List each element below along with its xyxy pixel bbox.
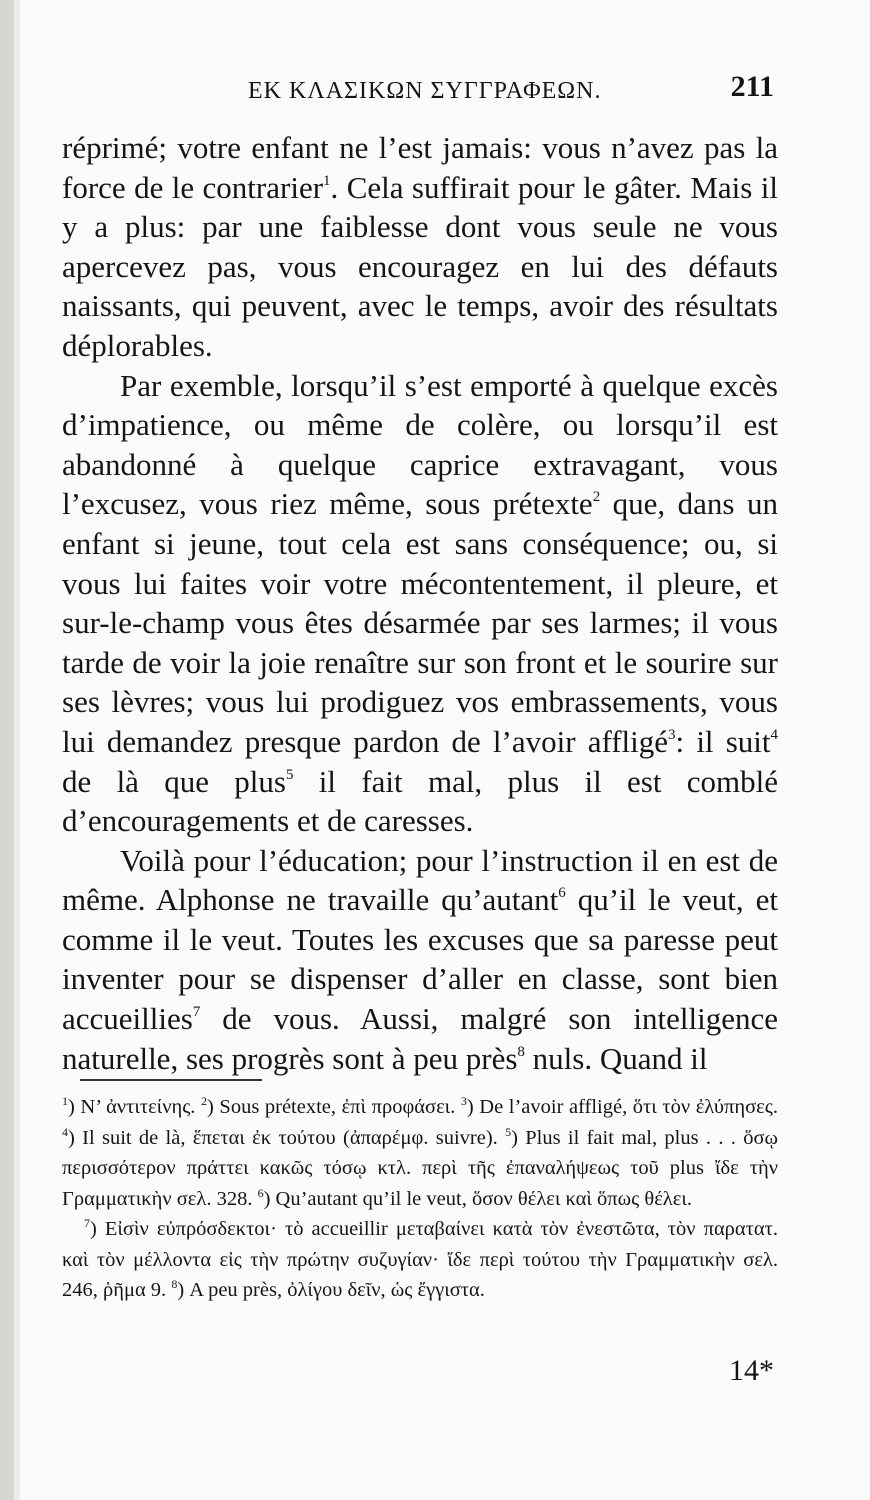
text-run: ) N’ ἀντιτείνης. bbox=[68, 1096, 202, 1118]
page-gutter-edge bbox=[14, 0, 20, 1500]
page-header bbox=[62, 70, 774, 114]
footnote-ref: 3 bbox=[668, 726, 676, 743]
text-run: de là que plus bbox=[62, 763, 286, 799]
paragraph-1 bbox=[62, 128, 778, 366]
footnote-number: 2 bbox=[201, 1094, 208, 1108]
text-run: ) Plus il fait mal, plus . . . ὅσῳ περισσότερον πράττει κακῶς τόσῳ κτλ. περὶ τῆς ἐπαναλήψεως τοῦ plus ἴδε τὴν Γραμματικὴν σελ. 328. bbox=[62, 1126, 778, 1210]
signature-mark: 14* bbox=[729, 1354, 774, 1387]
footnote-number: 7 bbox=[84, 1216, 90, 1230]
text-run: Voilà pour l’éducation; pour l’instruction il en est de même. Alphonse ne travaille qu’autant bbox=[62, 842, 778, 918]
main-text bbox=[62, 128, 778, 1078]
footnote-number: 3 bbox=[460, 1094, 467, 1108]
text-run: il fait mal, plus il est comblé d’encouragements et de caresses. bbox=[62, 763, 778, 839]
footnote-number: 5 bbox=[505, 1124, 512, 1139]
footnote-ref: 7 bbox=[192, 1004, 201, 1021]
text-run: ) De l’avoir affligé, ὅτι τὸν ἐλύπησες. bbox=[466, 1096, 778, 1118]
footnote-ref: 8 bbox=[517, 1043, 525, 1060]
text-run: ) Sous prétexte, ἐπὶ προφάσει. bbox=[207, 1096, 461, 1118]
footnote-number: 4 bbox=[62, 1124, 68, 1139]
text-run: ) A peu près, ὀλίγου δεῖν, ὡς ἔγγιστα. bbox=[177, 1279, 485, 1301]
text-run: : il suit bbox=[675, 723, 771, 759]
footnotes bbox=[62, 1092, 778, 1306]
running-title: ΕΚ ΚΛΑΣΙΚΩΝ ΣΥΓΓΡΑΦΕΩΝ. bbox=[248, 78, 602, 104]
paragraph-3 bbox=[62, 841, 778, 1079]
footnote-number: 8 bbox=[171, 1277, 178, 1291]
footnote-ref: 5 bbox=[286, 766, 294, 783]
footnote-block-2 bbox=[62, 1214, 778, 1306]
text-run: réprimé; votre enfant ne l’est jamais: vous n’avez pas la force de le contrarier bbox=[62, 130, 778, 205]
page-gutter-shadow bbox=[0, 0, 14, 1500]
footnote-block-1 bbox=[62, 1092, 778, 1214]
text-run: qu’il le veut, et comme il le veut. Toutes les excuses que sa paresse peut inventer pour se dispenser d’aller en classe, sont bien accueillies bbox=[62, 882, 778, 1037]
text-run: Par exemble, lorsqu’il s’est emporté à quelque excès d’impatience, ou même de colère, ou lorsqu’il est abandonné à quelque caprice extravagant, vous l’excusez, vous riez même, sous prétexte bbox=[62, 367, 778, 522]
text-run: ) Εἰσὶν εὐπρόσδεκτοι· τὸ accueillir μεταβαίνει κατὰ τὸν ἐνεστῶτα, τὸν παρατατ. καὶ τὸν μέλλοντα εἰς τὴν πρώτην συζυγίαν· ἴδε περὶ τούτου τὴν Γραμματικὴν σελ. 246, ῥῆμα 9. bbox=[62, 1218, 778, 1301]
text-run: nuls. Quand il bbox=[524, 1040, 708, 1076]
paragraph-2 bbox=[62, 366, 778, 841]
footnote-ref: 6 bbox=[558, 885, 566, 902]
text-run: de vous. Aussi, malgré son intelligence naturelle, ses progrès sont à peu près bbox=[62, 1001, 778, 1076]
text-run: ) Qu’autant qu’il le veut, ὅσον θέλει καὶ ὅπως θέλει. bbox=[263, 1187, 692, 1210]
footnote-number: 1 bbox=[62, 1094, 68, 1108]
footnote-ref: 2 bbox=[592, 489, 601, 506]
footnote-ref: 1 bbox=[323, 172, 331, 189]
page-number: 211 bbox=[730, 70, 774, 103]
text-run: . Cela suffirait pour le gâter. Mais il y a plus: par une faiblesse dont vous seule ne vous apercevez pas, vous encouragez en lui des défauts naissants, qui peuvent, avec le temps, avoir des résultats déplorables. bbox=[62, 169, 778, 363]
footnote-ref: 4 bbox=[770, 726, 778, 743]
text-run: que, dans un enfant si jeune, tout cela est sans conséquence; ou, si vous lui faites voir votre mécontentement, il pleure, et sur-le-champ vous êtes désarmée par ses larmes; il vous tarde de voir la joie renaître sur son front et le sourire sur ses lèvres; vous lui prodiguez vos embrassements, vous lui demandez presque pardon de l’avoir affligé bbox=[62, 486, 778, 759]
footnote-separator bbox=[80, 1079, 262, 1081]
text-run: ) Il suit de là, ἕπεται ἐκ τούτου (ἀπαρέμφ. suivre). bbox=[68, 1126, 506, 1149]
footnote-number: 6 bbox=[257, 1185, 264, 1200]
